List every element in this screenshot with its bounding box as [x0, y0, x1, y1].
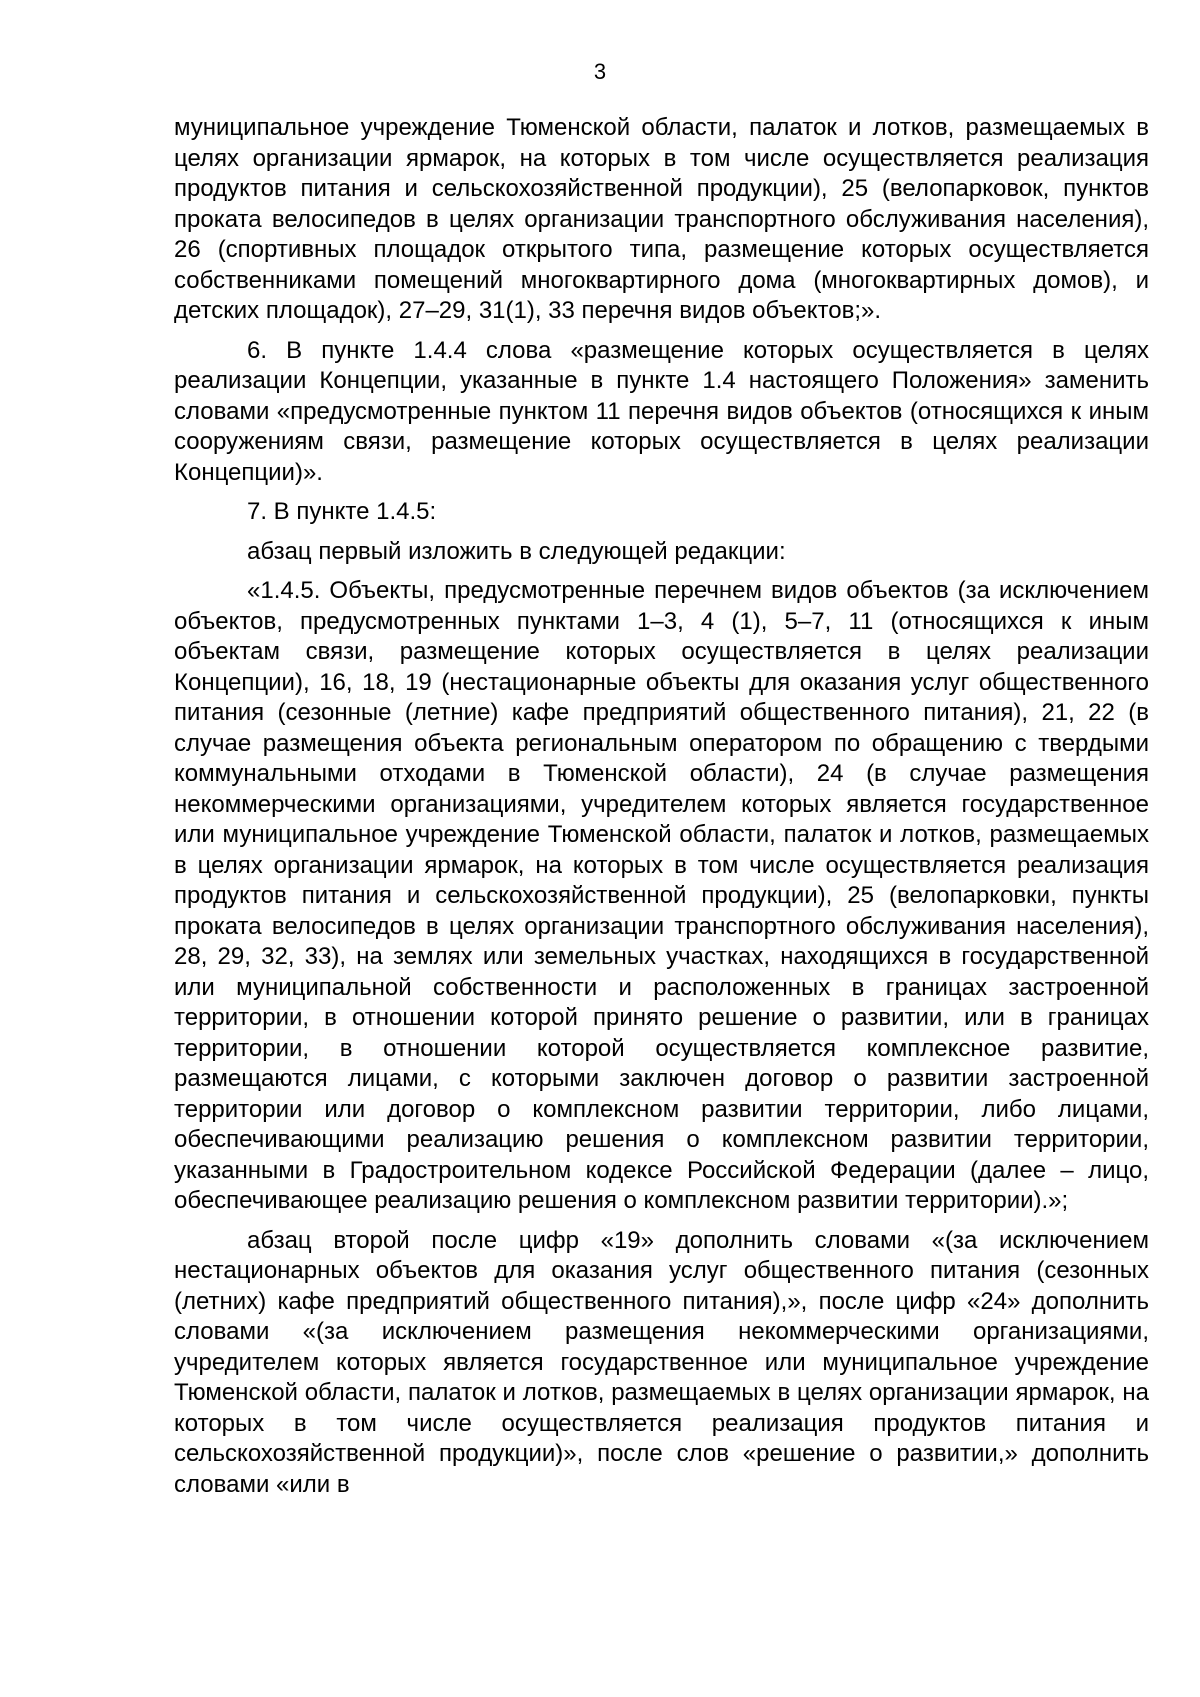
paragraph-first-abzac-instruction: абзац первый изложить в следующей редакции:: [247, 537, 786, 565]
paragraph-item-6: 6. В пункте 1.4.4 слова «размещение которых осуществляется в целях реализации Концепции, указанные в пункте 1.4 настоящего Положения» заменить словами «предусмотренные пунктом 11 перечня видов объектов (относящихся к иным сооружениям связи, размещение которых осуществляется в целях реализации Концепции)».: [174, 336, 1149, 486]
paragraph-new-wording-1-4-5: «1.4.5. Объекты, предусмотренные перечнем видов объектов (за исключением объектов, предусмотренных пунктами 1–3, 4 (1), 5–7, 11 (относящихся к иным объектам связи, размещение которых осуществляется в целях реализации Концепции), 16, 18, 19 (нестационарные объекты для оказания услуг общественного питания (сезонные (летние) кафе предприятий общественного питания), 21, 22 (в случае размещения объекта региональным оператором по обращению с твердыми коммунальными отходами в Тюменской области), 24 (в случае размещения некоммерческими организациями, учредителем которых является государственное или муниципальное учреждение Тюменской области, палаток и лотков, размещаемых в целях организации ярмарок, на которых в том числе осуществляется реализация продуктов питания и сельскохозяйственной продукции), 25 (велопарковки, пункты проката велосипедов в целях организации транспортного обслуживания населения), 28, 29, 32, 33), на землях или земельных участках, находящихся в государственной или муниципальной собственности и расположенных в границах застроенной территории, в отношении которой принято решение о развитии, или в границах территории, в отношении которой осуществляется комплексное развитие, размещаются лицами, с которыми заключен договор о развитии застроенной территории или договор о комплексном развитии территории, либо лицами, обеспечивающими реализацию решения о комплексном развитии территории, указанными в Градостроительном кодексе Российской Федерации (далее – лицо, обеспечивающее реализацию решения о комплексном развитии территории).»;: [174, 577, 1149, 1214]
paragraph-continuation: муниципальное учреждение Тюменской области, палаток и лотков, размещаемых в целях организации ярмарок, на которых в том числе осуществляется реализация продуктов питания и сельскохозяйственной продукции), 25 (велопарковок, пунктов проката велосипедов в целях организации транспортного обслуживания населения), 26 (спортивных площадок открытого типа, размещение которых осуществляется собственниками помещений многоквартирного дома (многоквартирных домов), и детских площадок), 27–29, 31(1), 33 перечня видов объектов;».: [174, 114, 1149, 324]
page-number: 3: [593, 59, 607, 84]
document-body: [174, 113, 1149, 1509]
paragraph-second-abzac-amendment: абзац второй после цифр «19» дополнить словами «(за исключением нестационарных объектов для оказания услуг общественного питания (сезонных (летних) кафе предприятий общественного питания),», после цифр «24» дополнить словами «(за исключением размещения некоммерческими организациями, учредителем которых является государственное или муниципальное учреждение Тюменской области, палаток и лотков, размещаемых в целях организации ярмарок, на которых в том числе осуществляется реализация продуктов питания и сельскохозяйственной продукции)», после слов «решение о развитии,» дополнить словами «или в: [174, 1226, 1149, 1498]
paragraph-item-7: 7. В пункте 1.4.5:: [247, 498, 437, 525]
